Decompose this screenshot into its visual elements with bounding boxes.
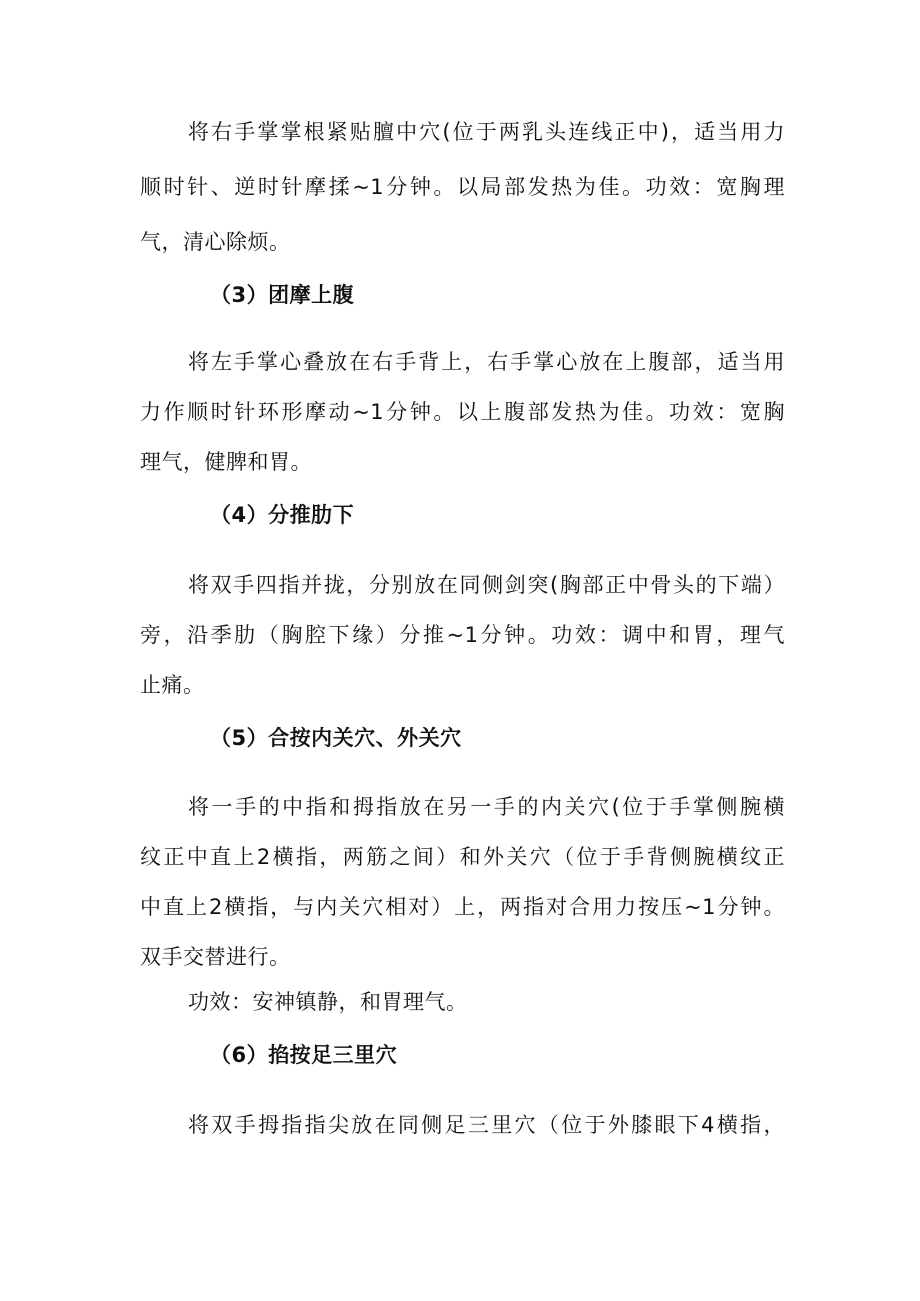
paragraph-3-line-2: 旁，沿季肋（胸腔下缘）分推~1分钟。功效：调中和胃，理气: [140, 623, 785, 647]
section-heading-5: （5）合按内关穴、外关穴: [210, 726, 462, 750]
paragraph-1-line-2: 顺时针、逆时针摩揉~1分钟。以局部发热为佳。功效：宽胸理: [140, 175, 785, 199]
section-heading-4: （4）分推肋下: [210, 503, 355, 527]
paragraph-4-line-4: 双手交替进行。: [140, 945, 291, 969]
paragraph-4-line-3: 中直上2横指，与内关穴相对）上，两指对合用力按压~1分钟。: [140, 895, 785, 919]
paragraph-2-line-3: 理气，健脾和胃。: [140, 450, 312, 474]
section-heading-3: （3）团摩上腹: [210, 283, 355, 307]
paragraph-3-line-1: 将双手四指并拢，分别放在同侧剑突(胸部正中骨头的下端）: [188, 573, 785, 597]
paragraph-2-line-1: 将左手掌心叠放在右手背上，右手掌心放在上腹部，适当用: [188, 350, 785, 374]
paragraph-1-line-3: 气，清心除烦。: [140, 230, 291, 254]
paragraph-4-line-5: 功效：安神镇静，和胃理气。: [188, 990, 468, 1014]
paragraph-4-line-1: 将一手的中指和拇指放在另一手的内关穴(位于手掌侧腕横: [188, 795, 785, 819]
paragraph-4-line-2: 纹正中直上2横指，两筋之间）和外关穴（位于手背侧腕横纹正: [140, 845, 785, 869]
paragraph-3-line-3: 止痛。: [140, 673, 205, 697]
paragraph-2-line-2: 力作顺时针环形摩动~1分钟。以上腹部发热为佳。功效：宽胸: [140, 400, 785, 424]
section-heading-6: （6）掐按足三里穴: [210, 1043, 398, 1067]
paragraph-5-line-1: 将双手拇指指尖放在同侧足三里穴（位于外膝眼下4横指，: [188, 1113, 785, 1137]
paragraph-1-line-1: 将右手掌掌根紧贴膻中穴(位于两乳头连线正中)，适当用力: [188, 120, 785, 144]
